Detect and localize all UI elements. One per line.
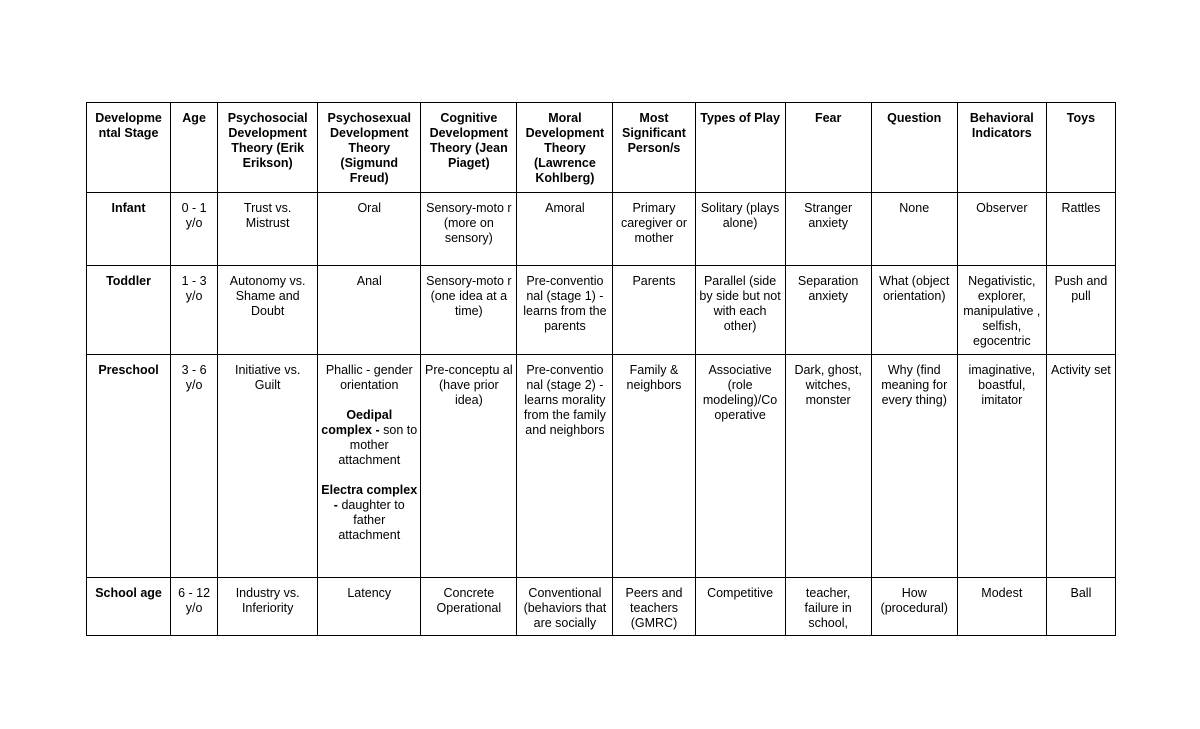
header-behavioral-indicators: Behavioral Indicators <box>957 103 1046 193</box>
header-psychosocial: Psychosocial Development Theory (Erik Erikson) <box>218 103 318 193</box>
cognitive-cell: Sensory-moto r (one idea at a time) <box>421 266 517 355</box>
header-developmental-stage: Developme ntal Stage <box>87 103 171 193</box>
oedipal-complex-term: Oedipal complex - <box>321 408 393 437</box>
question-cell: How (procedural) <box>871 578 957 636</box>
oedipal-complex-entry <box>321 408 417 468</box>
age-cell: 1 - 3 y/o <box>171 266 218 355</box>
age-cell: 0 - 1 y/o <box>171 193 218 266</box>
moral-cell: Pre-conventio nal (stage 1) - learns from the parents <box>517 266 613 355</box>
header-question: Question <box>871 103 957 193</box>
question-cell: None <box>871 193 957 266</box>
significant-person-cell: Peers and teachers (GMRC) <box>613 578 695 636</box>
cognitive-cell: Concrete Operational <box>421 578 517 636</box>
significant-person-cell: Family & neighbors <box>613 355 695 578</box>
cognitive-stage-text: Pre-conceptu al <box>425 363 513 377</box>
toys-cell: Rattles <box>1046 193 1115 266</box>
psychosocial-cell: Autonomy vs. Shame and Doubt <box>218 266 318 355</box>
toys-cell: Activity set <box>1046 355 1115 578</box>
question-cell: What (object orientation) <box>871 266 957 355</box>
psychosexual-cell <box>318 355 421 578</box>
development-stages-table <box>86 102 1116 636</box>
stage-cell: Preschool <box>87 355 171 578</box>
play-cell: Associative (role modeling)/Co operative <box>695 355 785 578</box>
header-moral: Moral Development Theory (Lawrence Kohlberg) <box>517 103 613 193</box>
stage-cell: Toddler <box>87 266 171 355</box>
table-row-school-age <box>87 578 1116 636</box>
header-types-of-play: Types of Play <box>695 103 785 193</box>
oedipal-complex-text: son to mother attachment <box>338 423 418 467</box>
phallic-stage-text: Phallic - gender orientation <box>325 363 413 392</box>
fear-cell: Separation anxiety <box>785 266 871 355</box>
psychosexual-cell: Latency <box>318 578 421 636</box>
question-cell: Why (find meaning for every thing) <box>871 355 957 578</box>
psychosocial-cell: Trust vs. Mistrust <box>218 193 318 266</box>
moral-cell: Conventional (behaviors that are socially <box>517 578 613 636</box>
cognitive-stage-text: Sensory-moto r <box>426 201 512 215</box>
electra-complex-entry <box>321 483 417 543</box>
stage-cell: Infant <box>87 193 171 266</box>
header-toys: Toys <box>1046 103 1115 193</box>
fear-cell: Dark, ghost, witches, monster <box>785 355 871 578</box>
cognitive-note-text: (more on sensory) <box>443 216 494 245</box>
behavior-cell: Observer <box>957 193 1046 266</box>
table-row-preschool <box>87 355 1116 578</box>
table-row-toddler <box>87 266 1116 355</box>
fear-cell: teacher, failure in school, <box>785 578 871 636</box>
header-fear: Fear <box>785 103 871 193</box>
age-cell: 3 - 6 y/o <box>171 355 218 578</box>
cognitive-note-text: (have prior idea) <box>438 378 499 407</box>
psychosexual-cell: Oral <box>318 193 421 266</box>
psychosocial-cell: Initiative vs. Guilt <box>218 355 318 578</box>
behavior-cell: Negativistic, explorer, manipulative , selfish, egocentric <box>957 266 1046 355</box>
play-cell: Solitary (plays alone) <box>695 193 785 266</box>
toys-cell: Ball <box>1046 578 1115 636</box>
header-row <box>87 103 1116 193</box>
significant-person-cell: Primary caregiver or mother <box>613 193 695 266</box>
toys-cell: Push and pull <box>1046 266 1115 355</box>
significant-person-cell: Parents <box>613 266 695 355</box>
age-cell: 6 - 12 y/o <box>171 578 218 636</box>
header-psychosexual: Psychosexual Development Theory (Sigmund Freud) <box>318 103 421 193</box>
table-row-infant <box>87 193 1116 266</box>
behavior-cell: Modest <box>957 578 1046 636</box>
fear-cell: Stranger anxiety <box>785 193 871 266</box>
moral-cell: Amoral <box>517 193 613 266</box>
header-age: Age <box>171 103 218 193</box>
moral-cell: Pre-conventio nal (stage 2) - learns morality from the family and neighbors <box>517 355 613 578</box>
header-significant-persons: Most Significant Person/s <box>613 103 695 193</box>
behavior-cell: imaginative, boastful, imitator <box>957 355 1046 578</box>
psychosocial-cell: Industry vs. Inferiority <box>218 578 318 636</box>
cognitive-cell <box>421 193 517 266</box>
psychosexual-cell: Anal <box>318 266 421 355</box>
play-cell: Competitive <box>695 578 785 636</box>
header-cognitive: Cognitive Development Theory (Jean Piaget) <box>421 103 517 193</box>
cognitive-cell <box>421 355 517 578</box>
electra-complex-text: daughter to father attachment <box>337 498 405 542</box>
stage-cell: School age <box>87 578 171 636</box>
electra-complex-term: Electra complex - <box>321 483 418 512</box>
play-cell: Parallel (side by side but not with each other) <box>695 266 785 355</box>
